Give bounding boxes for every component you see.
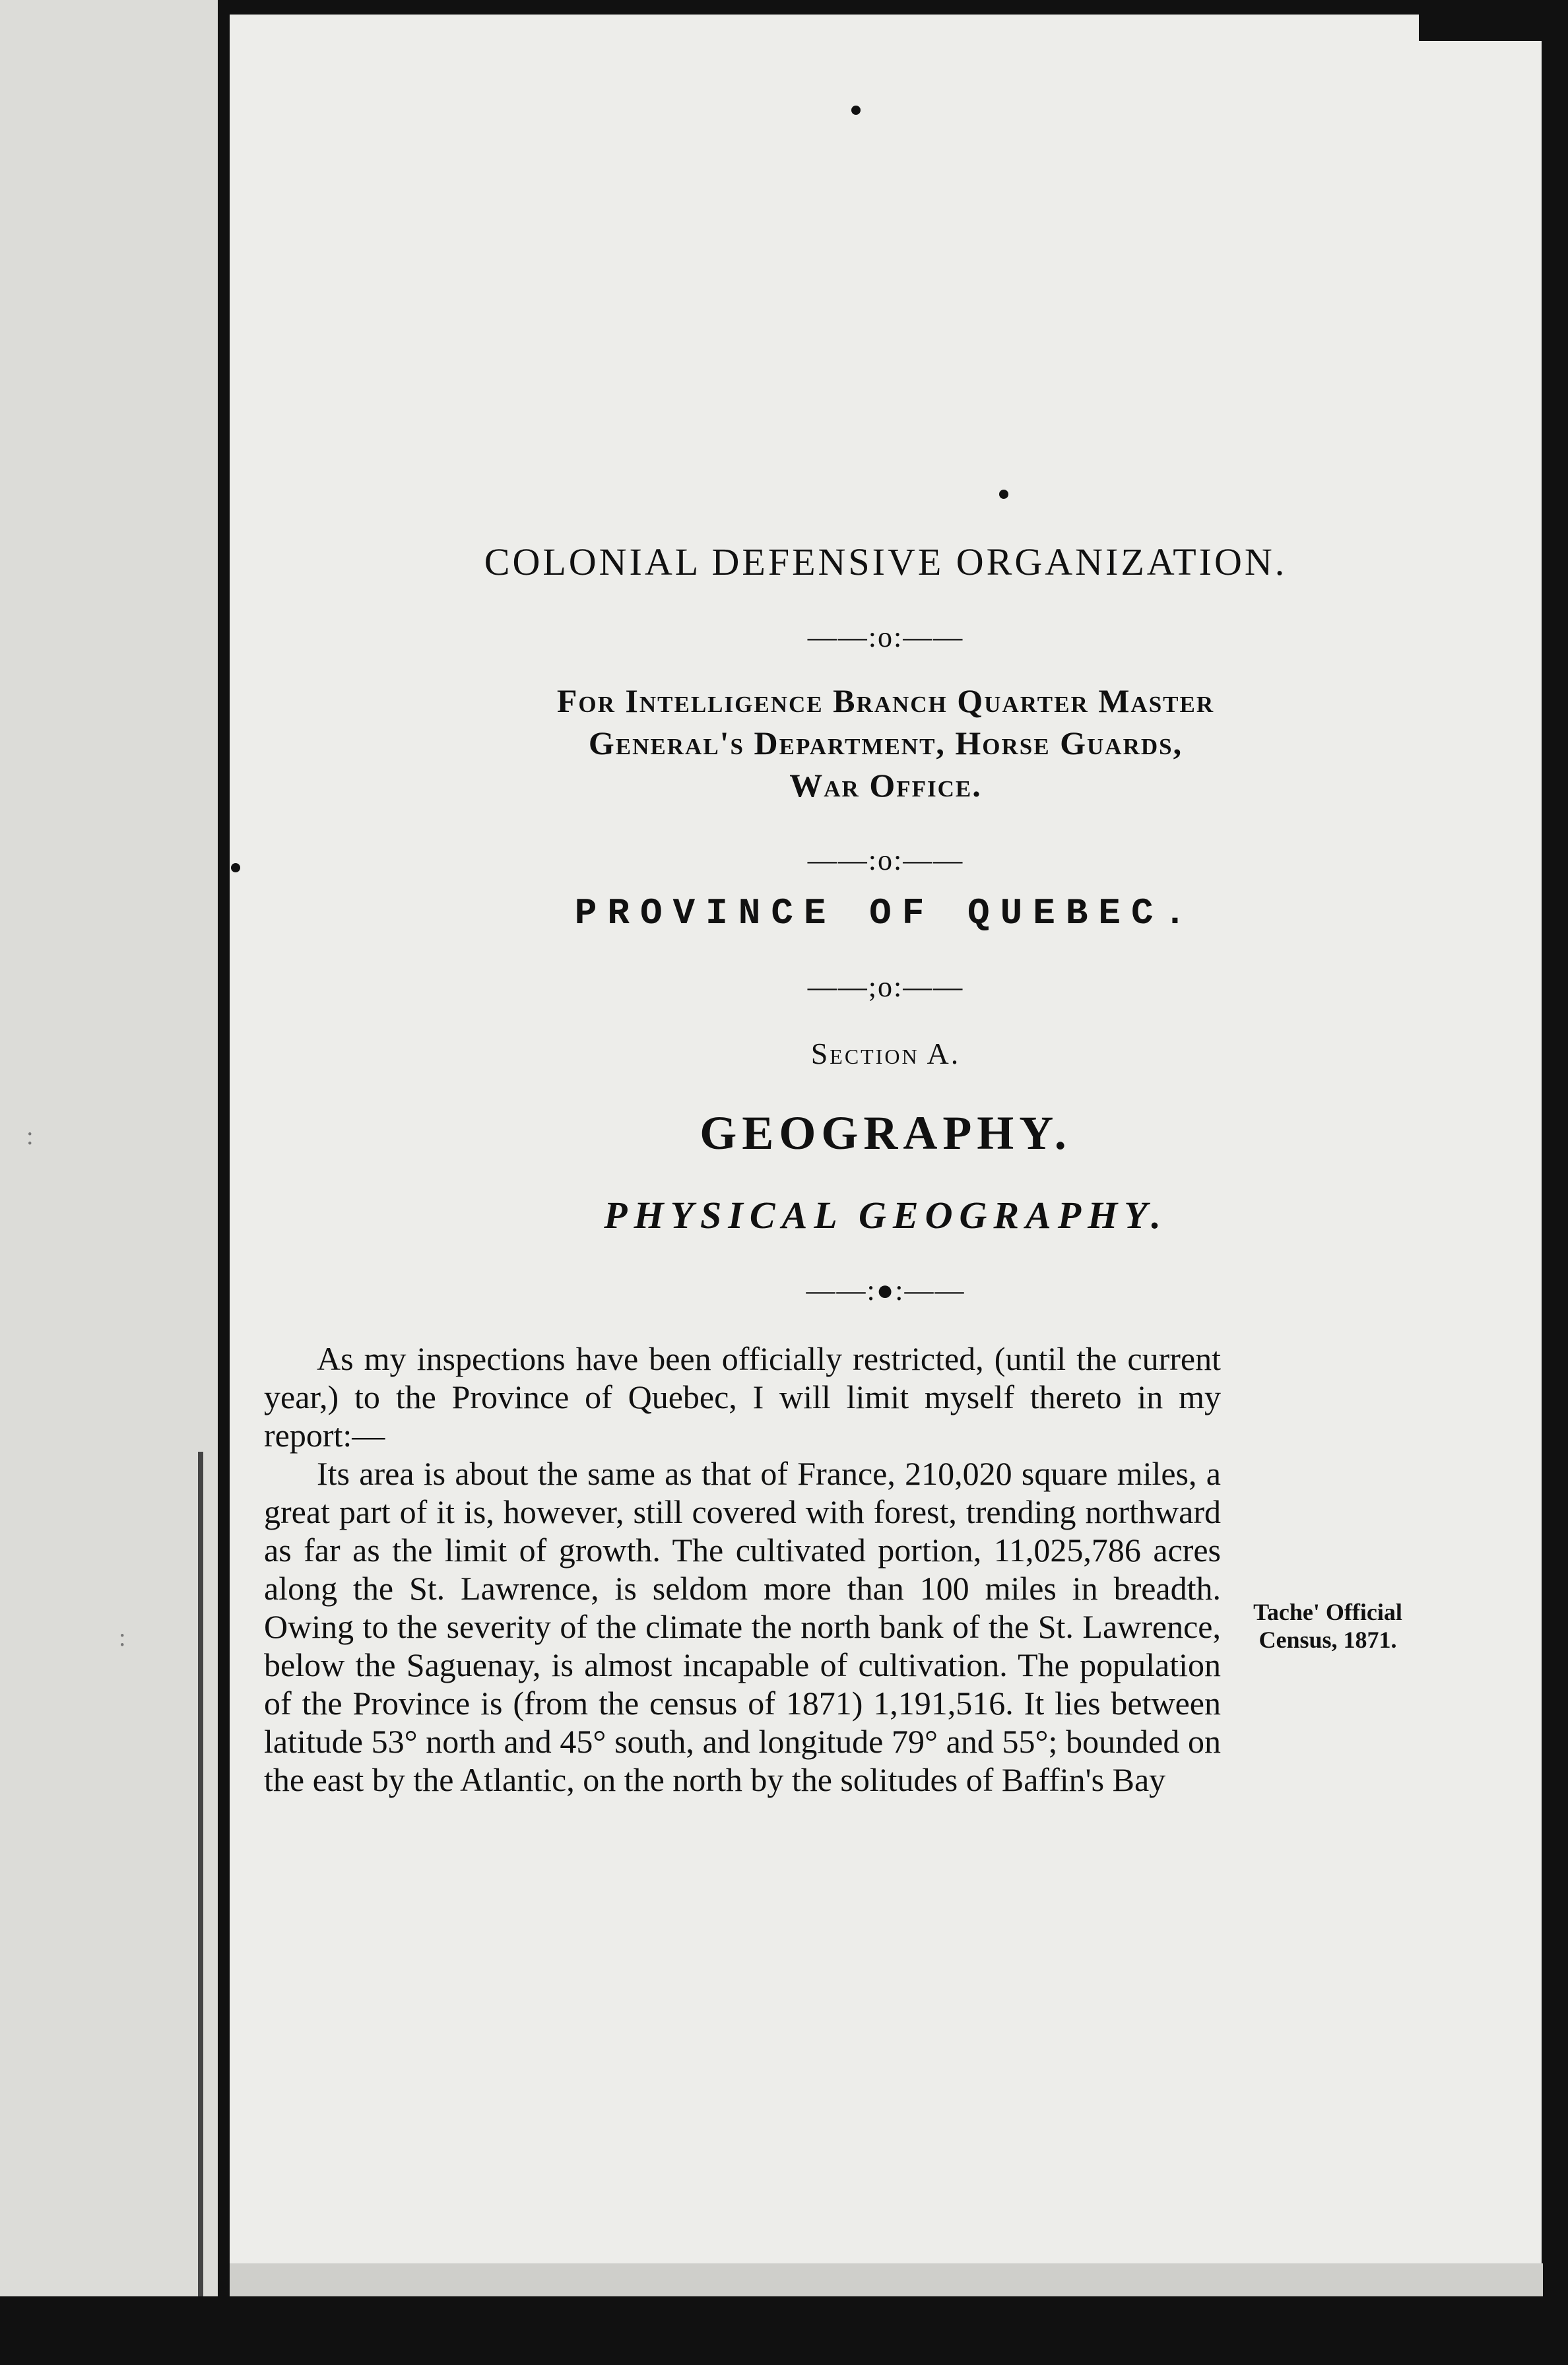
body-text [264,1340,1221,1799]
document-title: COLONIAL DEFENSIVE ORGANIZATION. [484,540,1288,583]
separator: ——;o:—— [807,971,964,1003]
edge-mark: : [119,1624,126,1652]
margin-note [1229,1598,1427,1654]
ink-speck [999,490,1008,499]
intelligence-line: War Office. [789,767,982,804]
sub-heading: PHYSICAL GEOGRAPHY. [604,1194,1167,1237]
edge-mark: : [26,1122,34,1150]
paragraph: As my inspections have been officially restricted, (until the current year,) to the Province of Quebec, I will limit myself thereto in my report:— [264,1340,1221,1454]
separator: ——:●:—— [806,1274,965,1307]
intelligence-line: For Intelligence Branch Quarter Master [556,682,1215,719]
scan-border-top [230,0,1568,15]
facing-page-strip [0,0,221,2365]
margin-note-line: Tache' Official [1253,1599,1402,1625]
scan-border-corner [1419,15,1568,41]
ink-speck [851,106,861,115]
page-gutter [218,0,230,2365]
margin-note-line: Census, 1871. [1258,1627,1397,1653]
separator: ——:o:—— [807,621,964,653]
province-heading: PROVINCE OF QUEBEC. [574,892,1197,934]
scan-border-right [1542,40,1568,2365]
separator: ——:o:—— [807,844,964,876]
paragraph: Its area is about the same as that of France, 210,020 square miles, a great part of it is, however, still covered with forest, trending northward as far as the limit of growth. The cultivated portion, 11,025,786 acres along the St. Lawrence, is seldom more than 100 miles in breadth. Owing to the severity of the climate the north bank of the St. Lawrence, below the Saguenay, is almost incapable of cultivation. The population of the Province is (from the census of 1871) 1,191,516. It lies between latitude 53° north and 45° south, and longitude 79° and 55°; bounded on the east by the Atlantic, on the north by the solitudes of Baffin's Bay [264,1455,1221,1798]
document-page [230,0,1568,2365]
scan-border-bottom [0,2296,1568,2365]
intelligence-branch-heading [230,680,1542,806]
section-label: Section A. [810,1037,961,1070]
main-heading: GEOGRAPHY. [700,1107,1072,1159]
page-bottom-shadow [230,2263,1543,2296]
page-gutter-shadow [198,1452,203,2365]
intelligence-line: General's Department, Horse Guards, [588,725,1183,761]
